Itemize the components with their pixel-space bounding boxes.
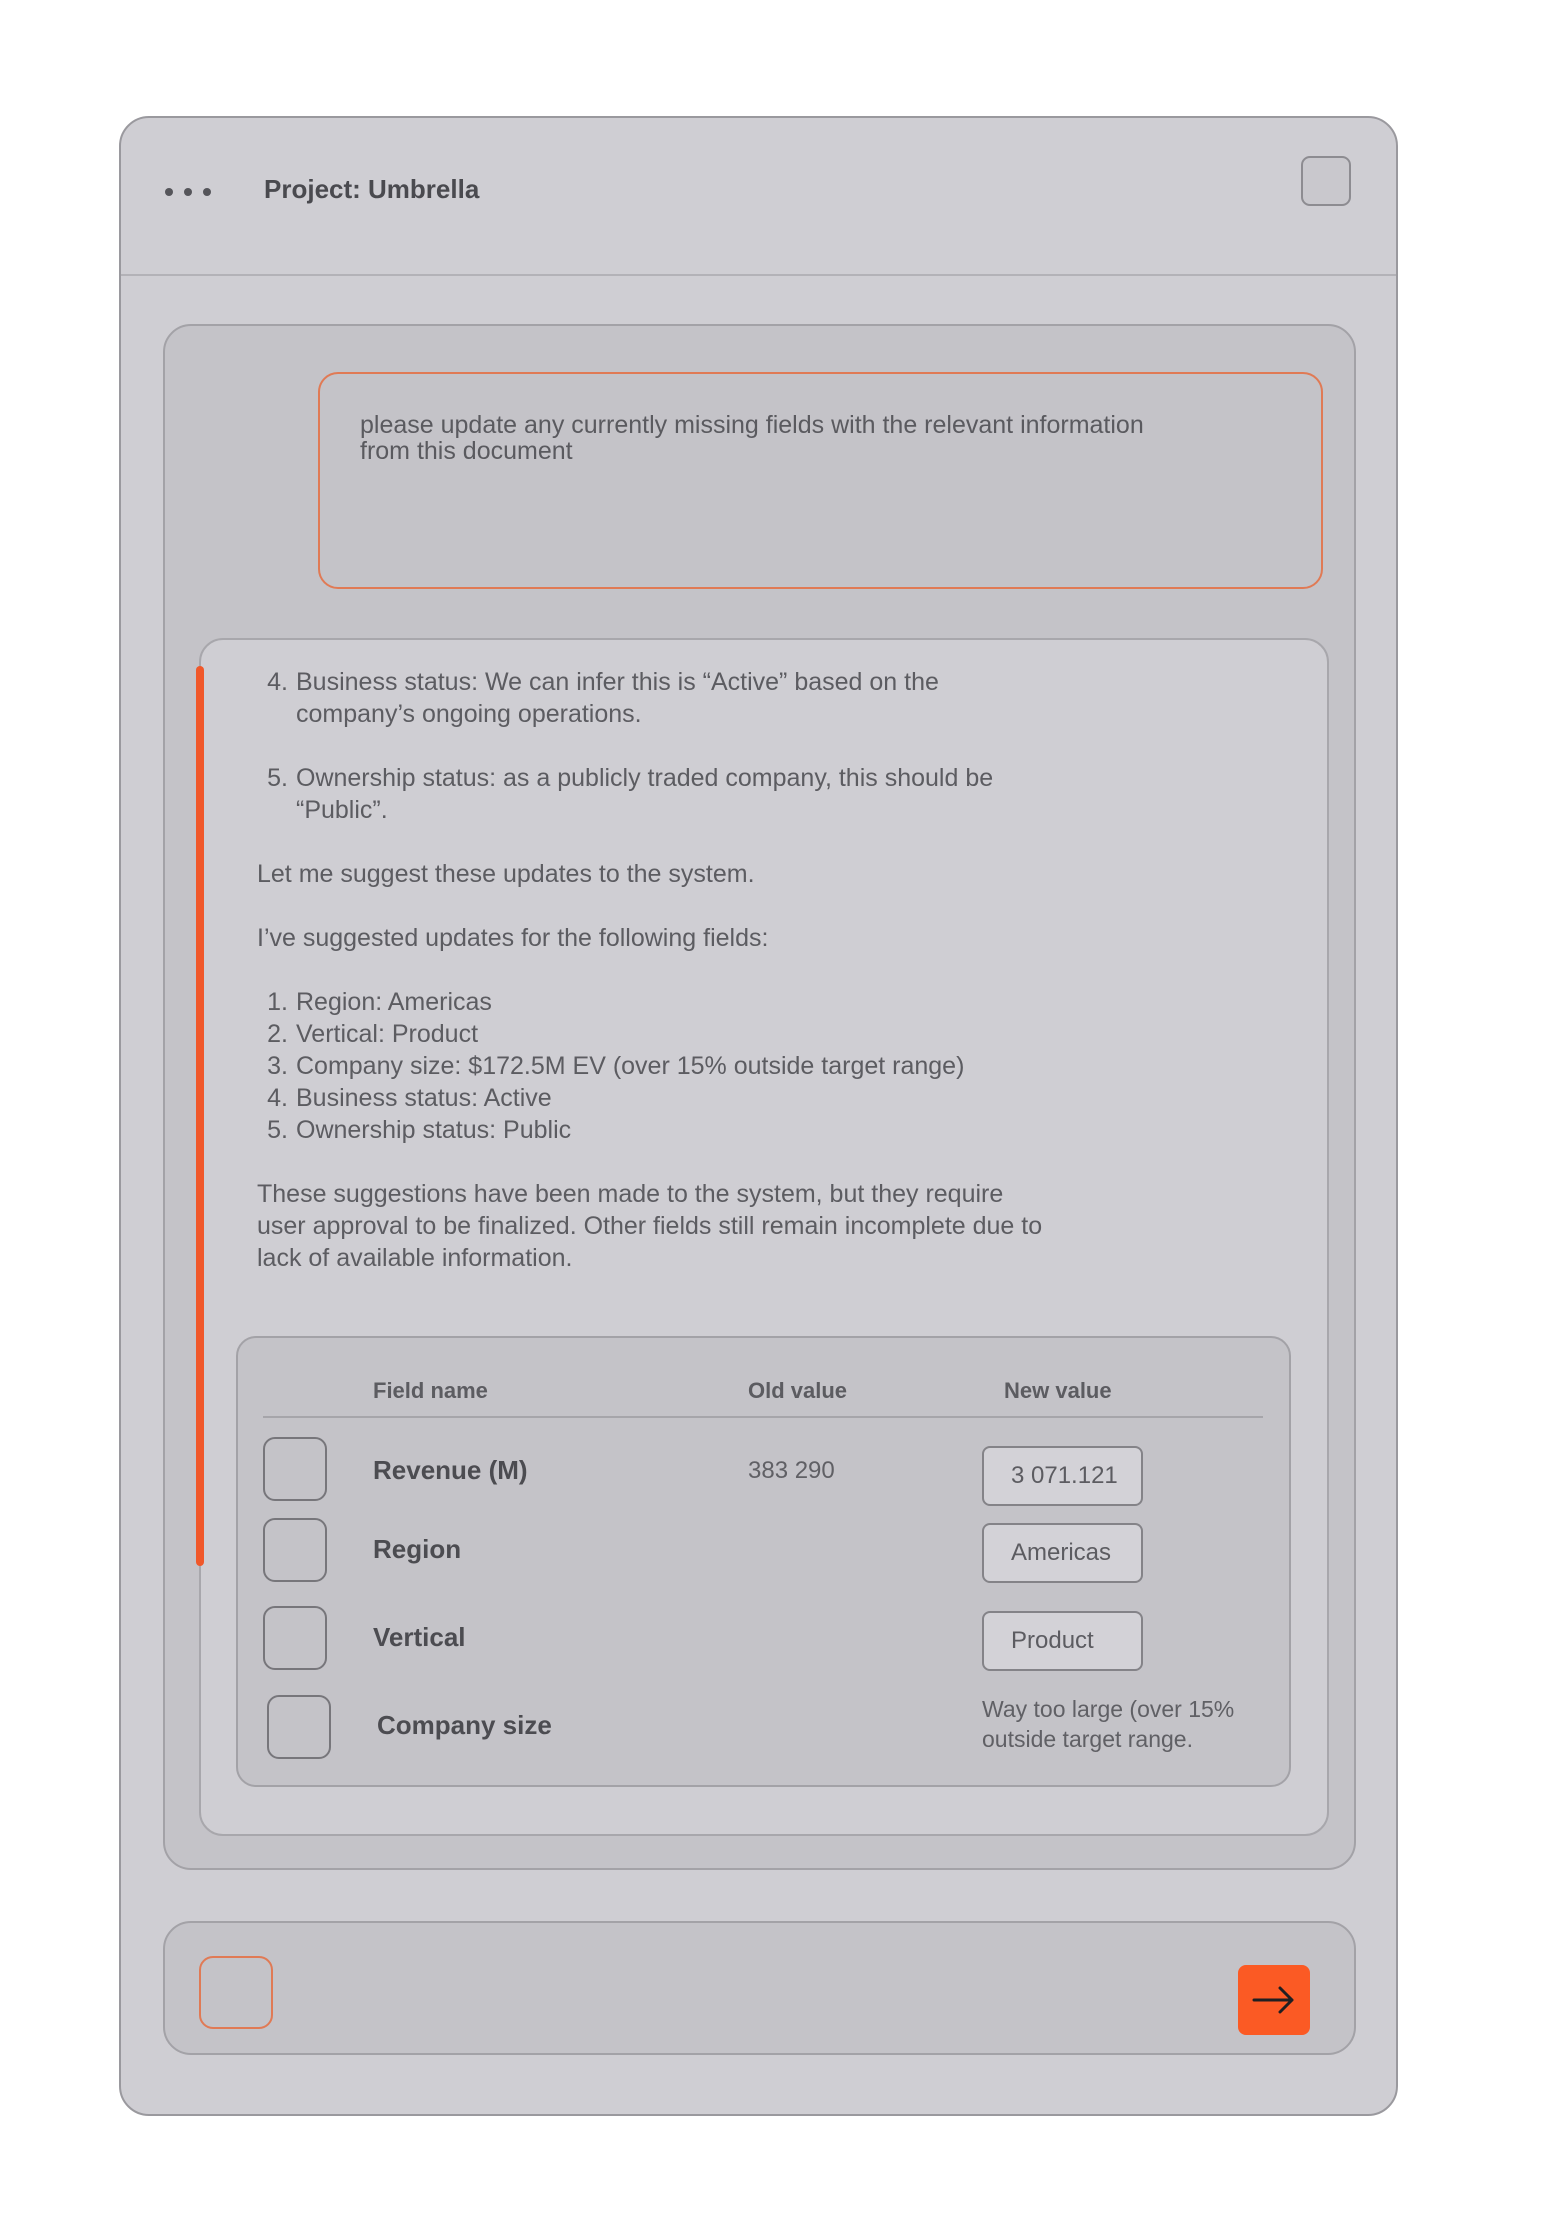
row-checkbox-company-size[interactable] — [267, 1695, 331, 1759]
header-action-button[interactable] — [1301, 156, 1351, 206]
new-value-input-revenue[interactable]: 3 071.121 — [982, 1446, 1143, 1506]
row-checkbox-vertical[interactable] — [263, 1606, 327, 1670]
user-message-text: please update any currently missing fields with the relevant information from this document — [360, 411, 1144, 465]
table-row-field: Revenue (M) — [373, 1455, 528, 1485]
project-title: Project: Umbrella — [264, 174, 480, 204]
list-item: 3. Company size: $172.5M EV (over 15% outside target range) — [267, 1052, 965, 1080]
message-composer — [163, 1921, 1356, 2055]
attach-button[interactable] — [199, 1956, 273, 2029]
chat-panel — [163, 324, 1356, 1870]
assistant-message-card — [199, 638, 1329, 1836]
table-row-field: Company size — [377, 1710, 552, 1740]
list-item: 5. Ownership status: Public — [267, 1116, 572, 1144]
column-header-old-value: Old value — [748, 1378, 848, 1403]
row-checkbox-region[interactable] — [263, 1518, 327, 1582]
column-header-field-name: Field name — [373, 1378, 488, 1403]
assistant-message-body — [257, 666, 1057, 1274]
paragraph: Let me suggest these updates to the system. — [257, 860, 755, 888]
more-horizontal-icon[interactable] — [165, 184, 211, 200]
table-row-field: Vertical — [373, 1622, 466, 1652]
list-item: 4. Business status: Active — [267, 1084, 552, 1112]
assistant-accent-bar — [196, 666, 204, 1566]
table-row-field: Region — [373, 1534, 462, 1564]
list-item: 4. Business status: We can infer this is “Active” based on the company’s ongoing operations. — [267, 668, 939, 728]
arrow-right-icon — [1251, 1985, 1297, 2015]
window-header — [121, 118, 1396, 276]
send-button[interactable] — [1238, 1965, 1310, 2035]
table-row-old-value: 383 290 — [748, 1457, 835, 1484]
field-updates-table — [236, 1336, 1291, 1787]
user-message-bubble — [318, 372, 1323, 589]
new-value-input-region[interactable]: Americas — [982, 1523, 1143, 1583]
list-item: 5. Ownership status: as a publicly traded company, this should be “Public”. — [267, 764, 994, 824]
header-divider — [263, 1416, 1263, 1418]
app-window — [119, 116, 1398, 2116]
list-item: 2. Vertical: Product — [267, 1020, 479, 1048]
list-item: 1. Region: Americas — [267, 988, 492, 1016]
paragraph: These suggestions have been made to the system, but they require user approval to be finalized. Other fields still remain incomplete due to lack of available information. — [257, 1180, 1043, 1272]
column-header-new-value: New value — [1004, 1378, 1112, 1403]
row-checkbox-revenue[interactable] — [263, 1437, 327, 1501]
table-row-note: Way too large (over 15% outside target range. — [982, 1696, 1235, 1752]
new-value-input-vertical[interactable]: Product — [982, 1611, 1143, 1671]
paragraph: I’ve suggested updates for the following fields: — [257, 924, 769, 952]
